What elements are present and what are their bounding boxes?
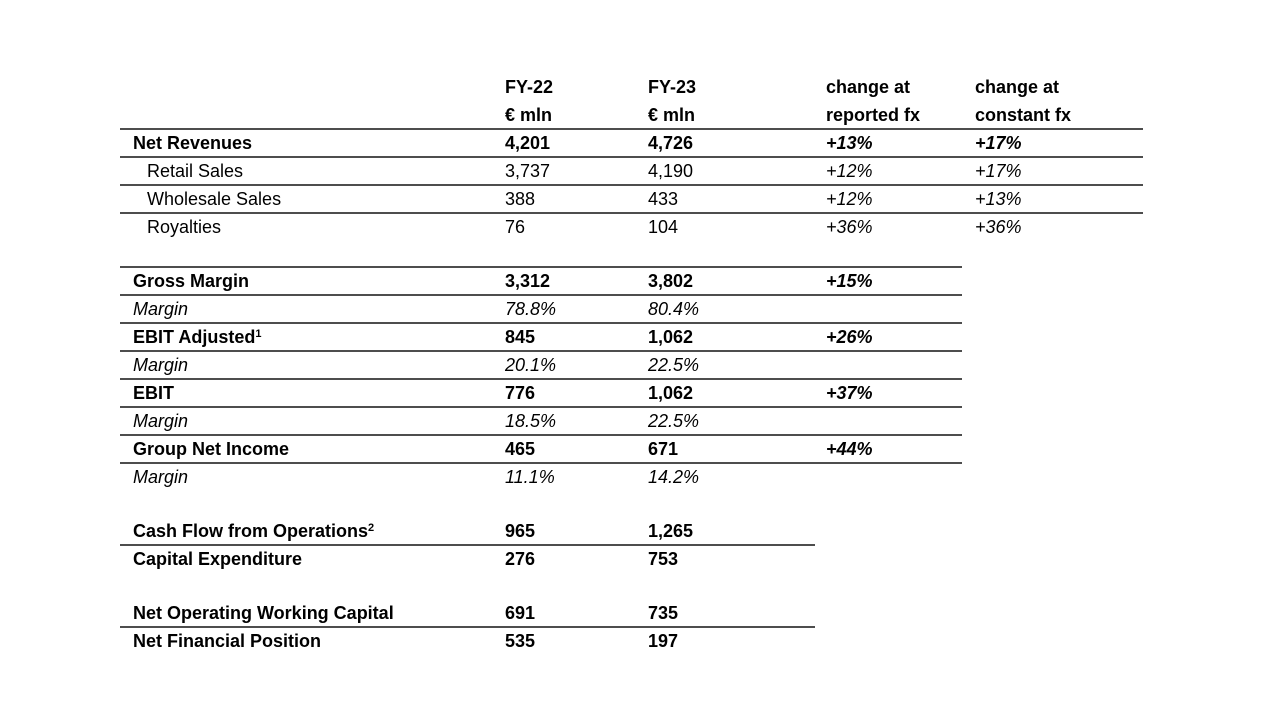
fy23-value: 22.5%: [648, 355, 700, 375]
fy22-value: 11.1%: [505, 467, 555, 487]
fy23-value: 22.5%: [648, 411, 700, 431]
row-label: Net Revenues: [133, 133, 253, 153]
header-label-column: [120, 73, 505, 129]
fy22-value: 76: [505, 217, 526, 237]
change-constant-value: +13%: [975, 189, 1022, 209]
fy22-value: 776: [505, 383, 536, 403]
header-line1: change at: [826, 77, 911, 97]
row-label: Margin: [133, 411, 189, 431]
header-line2: [120, 101, 505, 129]
fy22-value: 845: [505, 327, 536, 347]
table-section-4: [120, 599, 1143, 655]
fy22-value: 4,201: [505, 133, 551, 153]
change-constant-value: +17%: [975, 133, 1022, 153]
change-reported-value: +36%: [826, 217, 873, 237]
fy23-value: 104: [648, 217, 679, 237]
change-reported-value: [826, 351, 975, 379]
row-label: Net Operating Working Capital: [133, 603, 394, 623]
header-line2: constant fx: [975, 105, 1072, 125]
change-reported-value: +13%: [826, 133, 873, 153]
change-reported-value: +15%: [826, 271, 873, 291]
row-label: EBIT Adjusted$^1$: [133, 327, 262, 347]
fy22-value: 276: [505, 549, 536, 569]
change-constant-value: +36%: [975, 217, 1022, 237]
table-body: [120, 129, 1143, 655]
fy23-value: 4,190: [648, 161, 694, 181]
change-reported-value: [826, 295, 975, 323]
fy23-value: 14.2%: [648, 467, 700, 487]
table-section-3: [120, 517, 1143, 573]
row-label: Group Net Income: [133, 439, 290, 459]
change-constant-value: [975, 627, 1143, 655]
header-line2: € mln: [648, 105, 696, 125]
table-row: [120, 627, 1143, 655]
header-line1: [120, 73, 505, 101]
table-row: [120, 185, 1143, 213]
row-label: Margin: [133, 467, 189, 487]
change-reported-value: +12%: [826, 189, 873, 209]
table-row: [120, 295, 1143, 323]
table-row: [120, 213, 1143, 241]
fy23-value: 1,265: [648, 521, 694, 541]
change-constant-value: [975, 267, 1143, 295]
row-label: Gross Margin: [133, 271, 250, 291]
financial-results-table: [120, 73, 1143, 655]
change-constant-value: [975, 351, 1143, 379]
fy22-value: 691: [505, 603, 536, 623]
change-reported-value: +26%: [826, 327, 873, 347]
table-row: [120, 407, 1143, 435]
row-label: Retail Sales: [147, 161, 244, 181]
change-reported-value: [826, 517, 975, 548]
change-reported-value: [826, 407, 975, 435]
change-reported-value: +44%: [826, 439, 873, 459]
footnote-marker: 1: [255, 328, 262, 340]
change-constant-value: [975, 463, 1143, 491]
fy23-value: 4,726: [648, 133, 694, 153]
table-row: [120, 517, 1143, 545]
row-label: Margin: [133, 299, 189, 319]
header-line2: reported fx: [826, 105, 921, 125]
table-row: [120, 379, 1143, 407]
table-row: [120, 129, 1143, 157]
change-reported-value: [826, 599, 975, 627]
header-fy22-column: [505, 73, 648, 129]
change-reported-value: [826, 463, 975, 491]
table-row: [120, 267, 1143, 295]
row-label: Cash Flow from Operations$^2$: [133, 521, 375, 541]
fy22-value: 535: [505, 631, 536, 651]
change-constant-value: [975, 599, 1143, 627]
change-constant-value: [975, 435, 1143, 463]
fy22-value: 388: [505, 189, 536, 209]
change-constant-value: [975, 407, 1143, 435]
fy23-value: 1,062: [648, 383, 694, 403]
change-reported-value: [826, 545, 975, 573]
header-line1: FY-22: [505, 77, 554, 97]
fy23-value: 197: [648, 631, 679, 651]
table-row: [120, 351, 1143, 379]
header-change-constant-column: [975, 73, 1143, 129]
row-label: Net Financial Position: [133, 631, 322, 651]
table-row: [120, 545, 1143, 573]
fy23-value: 3,802: [648, 271, 694, 291]
fy22-value: 465: [505, 439, 536, 459]
fy22-value: 18.5%: [505, 411, 557, 431]
fy22-value: 965: [505, 521, 536, 541]
change-constant-value: [975, 323, 1143, 354]
fy23-value: 80.4%: [648, 299, 700, 319]
header-fy23-column: [648, 73, 826, 129]
header-line1: change at: [975, 77, 1060, 97]
row-label: Margin: [133, 355, 189, 375]
fy23-value: 1,062: [648, 327, 694, 347]
change-reported-value: +12%: [826, 161, 873, 181]
row-label: Royalties: [147, 217, 222, 237]
fy22-value: 3,312: [505, 271, 551, 291]
table-row: [120, 157, 1143, 185]
change-constant-value: [975, 517, 1143, 548]
change-reported-value: [826, 627, 975, 655]
table-section-1: [120, 129, 1143, 241]
table-section-2: [120, 267, 1143, 491]
table-row: [120, 435, 1143, 463]
table-header-section: [120, 73, 1143, 129]
header-change-reported-column: [826, 73, 975, 129]
header-line1: FY-23: [648, 77, 697, 97]
fy23-value: 433: [648, 189, 679, 209]
footnote-marker: 2: [368, 522, 375, 534]
row-label: EBIT: [133, 383, 175, 403]
change-constant-value: [975, 295, 1143, 323]
change-constant-value: +17%: [975, 161, 1022, 181]
change-constant-value: [975, 545, 1143, 573]
fy23-value: 735: [648, 603, 679, 623]
row-label: Wholesale Sales: [147, 189, 282, 209]
change-reported-value: +37%: [826, 383, 873, 403]
fy23-value: 671: [648, 439, 679, 459]
table-row: [120, 463, 1143, 491]
fy22-value: 3,737: [505, 161, 551, 181]
fy23-value: 753: [648, 549, 679, 569]
row-label: Capital Expenditure: [133, 549, 303, 569]
change-constant-value: [975, 379, 1143, 407]
fy22-value: 78.8%: [505, 299, 557, 319]
table-row: [120, 599, 1143, 627]
table-header-row: [120, 73, 1143, 129]
fy22-value: 20.1%: [505, 355, 557, 375]
header-line2: € mln: [505, 105, 553, 125]
table-row: [120, 323, 1143, 351]
